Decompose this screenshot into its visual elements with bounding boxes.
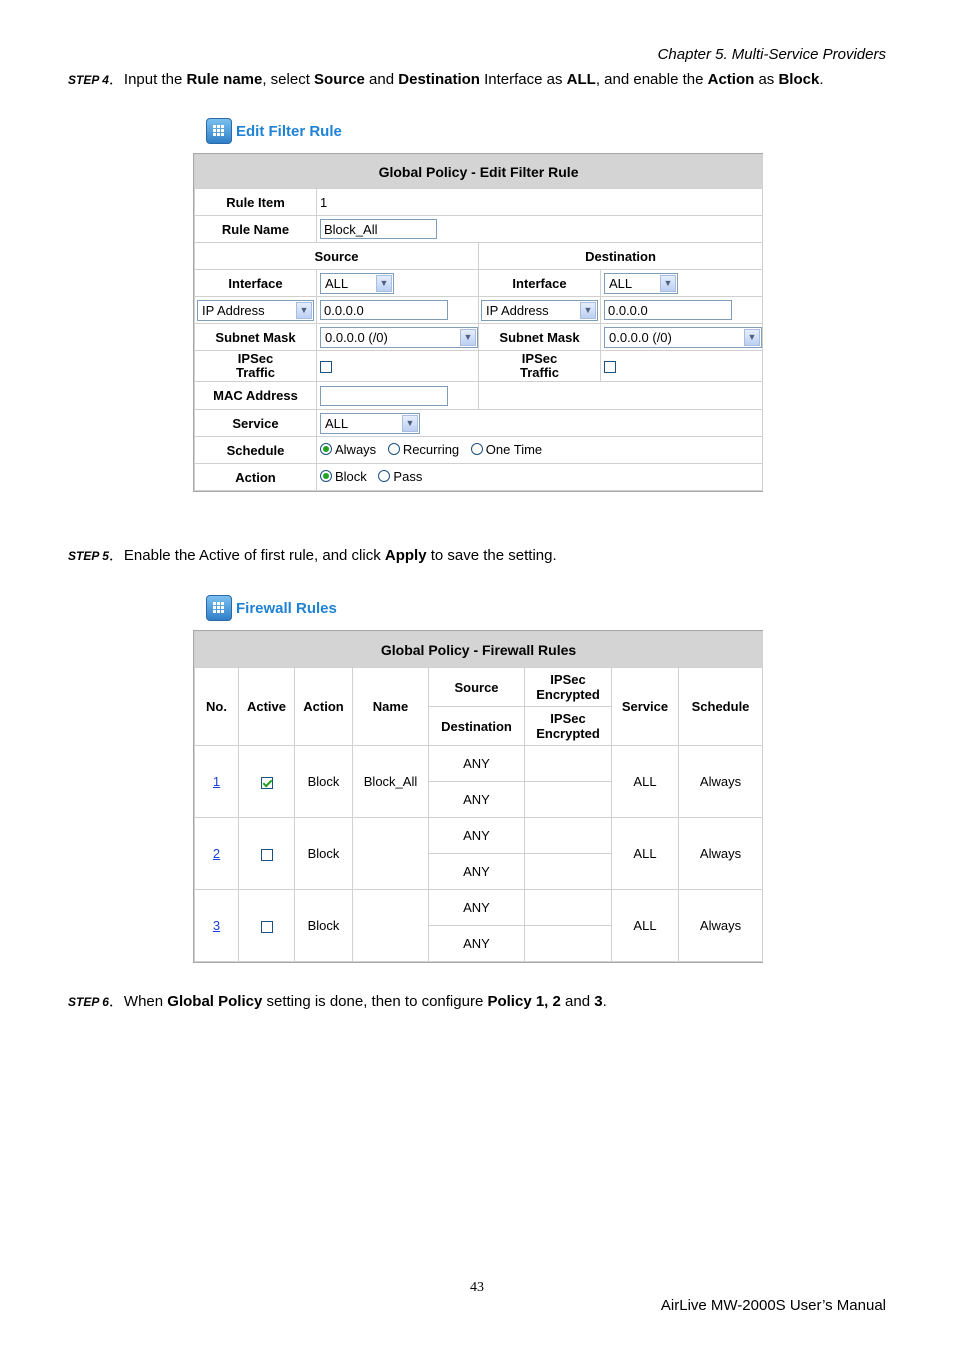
step-text: and (560, 993, 595, 1010)
col-name: Name (353, 668, 429, 746)
panel-title-text: Firewall Rules (236, 599, 337, 617)
rule-service: ALL (612, 746, 679, 818)
destination-interface-label: Interface (479, 270, 601, 297)
rule-service: ALL (612, 890, 679, 962)
step-5-label: STEP 5 (68, 549, 109, 563)
select-value: IP Address (202, 302, 265, 318)
select-value: 0.0.0.0 (/0) (325, 329, 388, 345)
edit-filter-rule-table (193, 153, 763, 492)
schedule-always-radio[interactable] (320, 442, 376, 457)
action-pass-radio[interactable] (378, 469, 422, 484)
col-source: Source (429, 668, 525, 707)
rule-source: ANY (429, 818, 525, 854)
rule-source: ANY (429, 890, 525, 926)
rule-destination: ANY (429, 926, 525, 962)
rule-name-input[interactable]: Block_All (320, 219, 437, 239)
label-line: IPSec (521, 351, 558, 366)
table-row (195, 890, 763, 926)
table-row (195, 746, 763, 782)
active-checkbox[interactable] (261, 921, 273, 933)
page-number: 43 (470, 1280, 484, 1295)
col-source-ipsec (525, 668, 612, 707)
destination-subnet-label: Subnet Mask (479, 324, 601, 351)
select-value: ALL (325, 275, 349, 291)
source-ip-input[interactable]: 0.0.0.0 (320, 300, 448, 320)
rule-link[interactable]: 3 (212, 918, 221, 933)
chapter-header: Chapter 5. Multi-Service Providers (657, 46, 886, 63)
label-line: Traffic (235, 365, 275, 380)
label-line: Encrypted (536, 726, 600, 741)
col-destination: Destination (429, 707, 525, 746)
step-text: When (123, 993, 168, 1010)
step-6-text (68, 990, 607, 1011)
step-bold: 3 (594, 993, 603, 1010)
rule-name: Block_All (353, 746, 429, 818)
step-text: as (754, 71, 779, 88)
select-value: ALL (325, 415, 349, 431)
radio-icon (471, 443, 483, 455)
schedule-recurring-radio[interactable] (388, 442, 459, 457)
rule-source: ANY (429, 746, 525, 782)
radio-icon (378, 470, 390, 482)
rule-link[interactable]: 2 (212, 846, 221, 861)
rule-destination: ANY (429, 782, 525, 818)
label-line: Encrypted (536, 687, 600, 702)
step-text: Interface as (479, 71, 567, 88)
destination-ipsec-label (479, 351, 601, 382)
col-action: Action (295, 668, 353, 746)
destination-ipsec-checkbox[interactable] (604, 361, 616, 373)
chevron-down-icon: ▼ (296, 302, 312, 319)
source-interface-select[interactable] (320, 273, 394, 294)
rule-action: Block (295, 818, 353, 890)
rule-service: ALL (612, 818, 679, 890)
edit-filter-rule-title (206, 118, 342, 144)
col-active: Active (239, 668, 295, 746)
grid-icon (206, 118, 232, 144)
radio-label: One Time (485, 441, 543, 457)
label-line: Traffic (519, 365, 559, 380)
schedule-label: Schedule (195, 437, 317, 464)
rule-name-label: Rule Name (195, 216, 317, 243)
destination-interface-select[interactable] (604, 273, 678, 294)
step-bold: Global Policy (167, 993, 263, 1010)
rule-name (353, 890, 429, 962)
radio-icon (320, 443, 332, 455)
chevron-down-icon: ▼ (376, 275, 392, 292)
rule-schedule: Always (679, 746, 763, 818)
step-bold: Policy 1, 2 (487, 993, 561, 1010)
step-bold: ALL (566, 71, 596, 88)
step-5-text (68, 544, 557, 565)
grid-icon (206, 595, 232, 621)
step-6-label: STEP 6 (68, 995, 109, 1009)
destination-subnet-select[interactable] (604, 327, 762, 348)
mac-address-label: MAC Address (195, 382, 317, 410)
rule-action: Block (295, 890, 353, 962)
chevron-down-icon: ▼ (460, 329, 476, 346)
step-text: setting is done, then to configure (262, 993, 488, 1010)
radio-label: Recurring (402, 441, 460, 457)
radio-icon (388, 443, 400, 455)
chevron-down-icon: ▼ (744, 329, 760, 346)
radio-label: Pass (393, 468, 423, 484)
step-dot: ． (108, 993, 124, 1010)
step-text: Input the (123, 71, 187, 88)
chevron-down-icon: ▼ (580, 302, 596, 319)
source-subnet-label: Subnet Mask (195, 324, 317, 351)
step-bold: Source (314, 71, 365, 88)
step-text: , and enable the (595, 71, 708, 88)
rule-action: Block (295, 746, 353, 818)
select-value: 0.0.0.0 (/0) (609, 329, 672, 345)
source-header: Source (195, 243, 479, 270)
chevron-down-icon: ▼ (402, 415, 418, 432)
step-dot: ． (108, 547, 124, 564)
action-label: Action (195, 464, 317, 491)
rule-link[interactable]: 1 (212, 774, 221, 789)
rule-destination: ANY (429, 854, 525, 890)
chevron-down-icon: ▼ (660, 275, 676, 292)
manual-title: AirLive MW-2000S User’s Manual (660, 1297, 886, 1314)
table-title: Global Policy - Firewall Rules (195, 632, 763, 668)
mac-address-input[interactable] (320, 386, 448, 406)
label-line: IPSec (550, 711, 586, 726)
service-select[interactable] (320, 413, 420, 434)
radio-icon (320, 470, 332, 482)
rule-schedule: Always (679, 818, 763, 890)
step-bold: Action (707, 71, 755, 88)
firewall-rules-title (206, 595, 337, 621)
step-bold: Apply (384, 547, 427, 564)
rule-item-label: Rule Item (195, 189, 317, 216)
action-block-radio[interactable] (320, 469, 367, 484)
rule-item-value: 1 (317, 189, 763, 216)
firewall-rules-table (193, 630, 763, 963)
radio-label: Block (335, 468, 367, 484)
service-label: Service (195, 410, 317, 437)
panel-title-text: Edit Filter Rule (236, 122, 342, 140)
rule-schedule: Always (679, 890, 763, 962)
table-row (195, 818, 763, 854)
destination-address-type-select[interactable] (481, 300, 598, 321)
source-ipsec-label (195, 351, 317, 382)
source-interface-label: Interface (195, 270, 317, 297)
step-text: to save the setting. (426, 547, 557, 564)
step-text: and (364, 71, 399, 88)
col-schedule: Schedule (679, 668, 763, 746)
step-bold: Rule name (186, 71, 263, 88)
destination-ip-input[interactable]: 0.0.0.0 (604, 300, 732, 320)
destination-header: Destination (479, 243, 763, 270)
step-4-label: STEP 4 (68, 73, 109, 87)
col-destination-ipsec (525, 707, 612, 746)
step-bold: Block (778, 71, 820, 88)
step-4-text (68, 68, 824, 89)
radio-label: Always (335, 441, 377, 457)
step-text: , select (262, 71, 315, 88)
step-dot: ． (108, 71, 124, 88)
select-value: ALL (609, 275, 633, 291)
col-no: No. (195, 668, 239, 746)
source-address-type-select[interactable] (197, 300, 314, 321)
label-line: IPSec (237, 351, 274, 366)
step-text: . (819, 71, 824, 88)
active-checkbox[interactable] (261, 849, 273, 861)
source-subnet-select[interactable] (320, 327, 478, 348)
table-title: Global Policy - Edit Filter Rule (195, 155, 763, 189)
select-value: IP Address (486, 302, 549, 318)
step-bold: Destination (398, 71, 480, 88)
rule-name (353, 818, 429, 890)
schedule-one-time-radio[interactable] (471, 442, 542, 457)
step-text: Enable the Active of first rule, and click (123, 547, 385, 564)
step-text: . (602, 993, 607, 1010)
active-checkbox[interactable] (261, 777, 273, 789)
label-line: IPSec (550, 672, 586, 687)
col-service: Service (612, 668, 679, 746)
source-ipsec-checkbox[interactable] (320, 361, 332, 373)
